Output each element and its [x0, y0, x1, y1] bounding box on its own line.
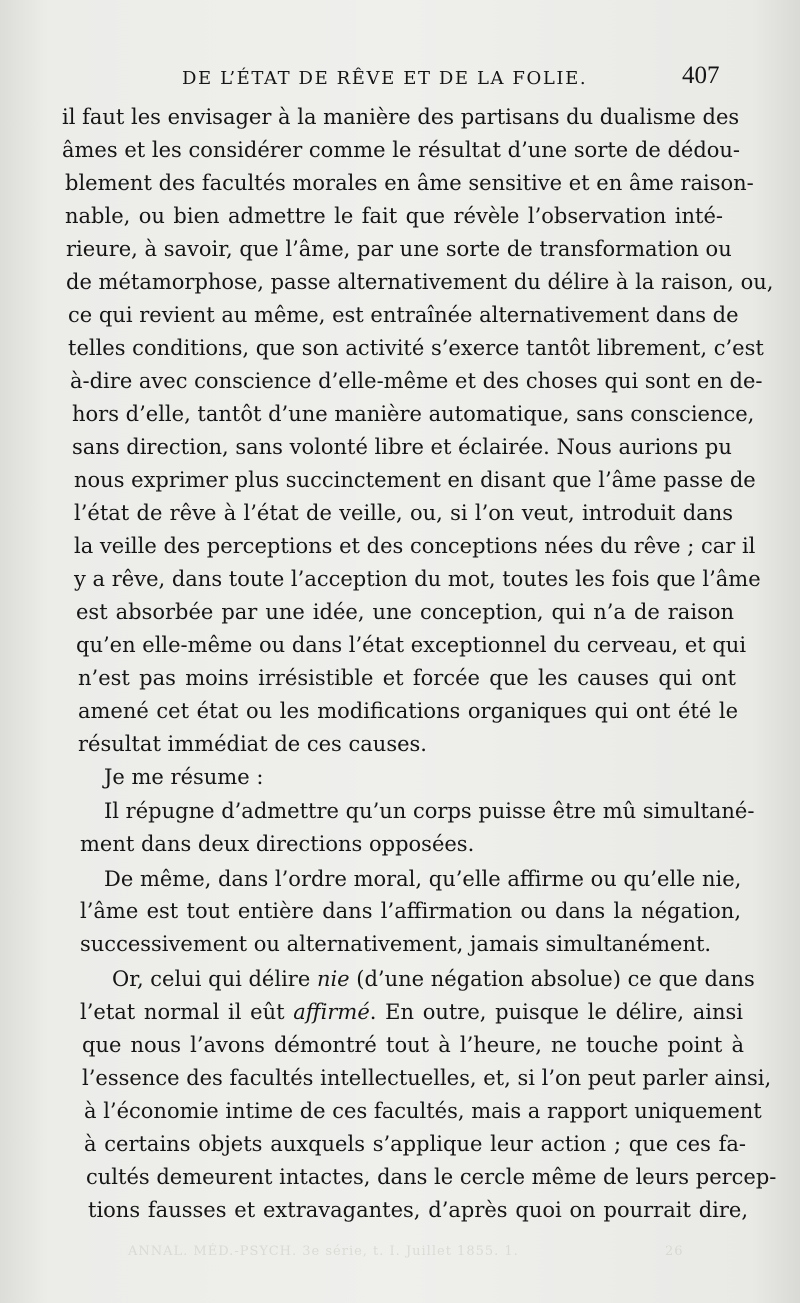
- text-line: qu’en elle-même ou dans l’état exceptionnel du cerveau, et qui: [76, 633, 747, 657]
- text-line: est absorbée par une idée, une conception, qui n’a de raison: [76, 600, 734, 624]
- running-title: DE L’ÉTAT DE RÊVE ET DE LA FOLIE.: [182, 68, 588, 89]
- text-run: . En outre, puisque le délire, ainsi: [369, 1000, 743, 1024]
- text-line: amené cet état ou les modifications organiques qui ont été le: [78, 699, 738, 723]
- text-line: rieure, à savoir, que l’âme, par une sorte de transformation ou: [66, 237, 732, 261]
- text-line: la veille des perceptions et des conceptions nées du rêve ; car il: [74, 534, 756, 558]
- text-line: sans direction, sans volonté libre et éclairée. Nous aurions pu: [72, 435, 732, 459]
- text-line: Il répugne d’admettre qu’un corps puisse être mû simultané-: [104, 799, 755, 823]
- text-line: résultat immédiat de ces causes.: [78, 732, 427, 756]
- text-line: hors d’elle, tantôt d’une manière automatique, sans conscience,: [72, 402, 755, 426]
- text-line: successivement ou alternativement, jamais simultanément.: [80, 932, 712, 956]
- text-line: âmes et les considérer comme le résultat d’une sorte de dédou-: [62, 138, 741, 162]
- text-line: telles conditions, que son activité s’exerce tantôt librement, c’est: [68, 336, 764, 360]
- text-line: De même, dans l’ordre moral, qu’elle affirme ou qu’elle nie,: [104, 867, 742, 891]
- signature-number: 26: [665, 1244, 684, 1259]
- text-run: (d’une négation absolue) ce que dans: [349, 967, 755, 991]
- text-line: cultés demeurent intactes, dans le cercle même de leurs percep-: [86, 1165, 777, 1189]
- text-line: [80, 996, 743, 1029]
- italic-word: affirmé: [293, 1000, 370, 1024]
- page-header: [0, 62, 800, 94]
- text-line: que nous l’avons démontré tout à l’heure, ne touche point à: [82, 1033, 744, 1057]
- text-line: nable, ou bien admettre le fait que révèle l’observation inté-: [65, 204, 723, 228]
- text-line: nous exprimer plus succinctement en disant que l’âme passe de: [74, 468, 756, 492]
- text-line: l’âme est tout entière dans l’affirmation ou dans la négation,: [80, 899, 741, 923]
- text-line: l’état de rêve à l’état de veille, ou, si l’on veut, introduit dans: [74, 501, 733, 525]
- italic-word: nie: [316, 967, 350, 991]
- page-number: 407: [682, 62, 720, 89]
- page-footer: [0, 1238, 800, 1268]
- text-line: n’est pas moins irrésistible et forcée que les causes qui ont: [78, 666, 736, 690]
- text-line: l’essence des facultés intellectuelles, et, si l’on peut parler ainsi,: [82, 1066, 772, 1090]
- text-line: ment dans deux directions opposées.: [80, 832, 475, 856]
- text-run: l’etat normal il eût: [80, 1000, 294, 1024]
- printer-signature: ANNAL. MÉD.-PSYCH. 3e série, t. I. Juillet 1855. 1.: [128, 1244, 519, 1259]
- text-line: à certains objets auxquels s’applique leur action ; que ces fa-: [84, 1132, 746, 1156]
- text-line: [112, 963, 755, 996]
- text-line: il faut les envisager à la manière des partisans du dualisme des: [62, 105, 740, 129]
- text-line: à-dire avec conscience d’elle-même et des choses qui sont en de-: [70, 369, 763, 393]
- text-line: y a rêve, dans toute l’acception du mot, toutes les fois que l’âme: [74, 567, 761, 591]
- text-line: Je me résume :: [104, 765, 264, 789]
- text-line: blement des facultés morales en âme sensitive et en âme raison-: [65, 171, 754, 195]
- text-line: ce qui revient au même, est entraînée alternativement dans de: [68, 303, 739, 327]
- text-line: tions fausses et extravagantes, d’après quoi on pourrait dire,: [88, 1198, 748, 1222]
- text-line: à l’économie intime de ces facultés, mais a rapport uniquement: [84, 1099, 762, 1123]
- text-line: de métamorphose, passe alternativement du délire à la raison, ou,: [66, 270, 774, 294]
- text-run: Or, celui qui délire: [112, 967, 317, 991]
